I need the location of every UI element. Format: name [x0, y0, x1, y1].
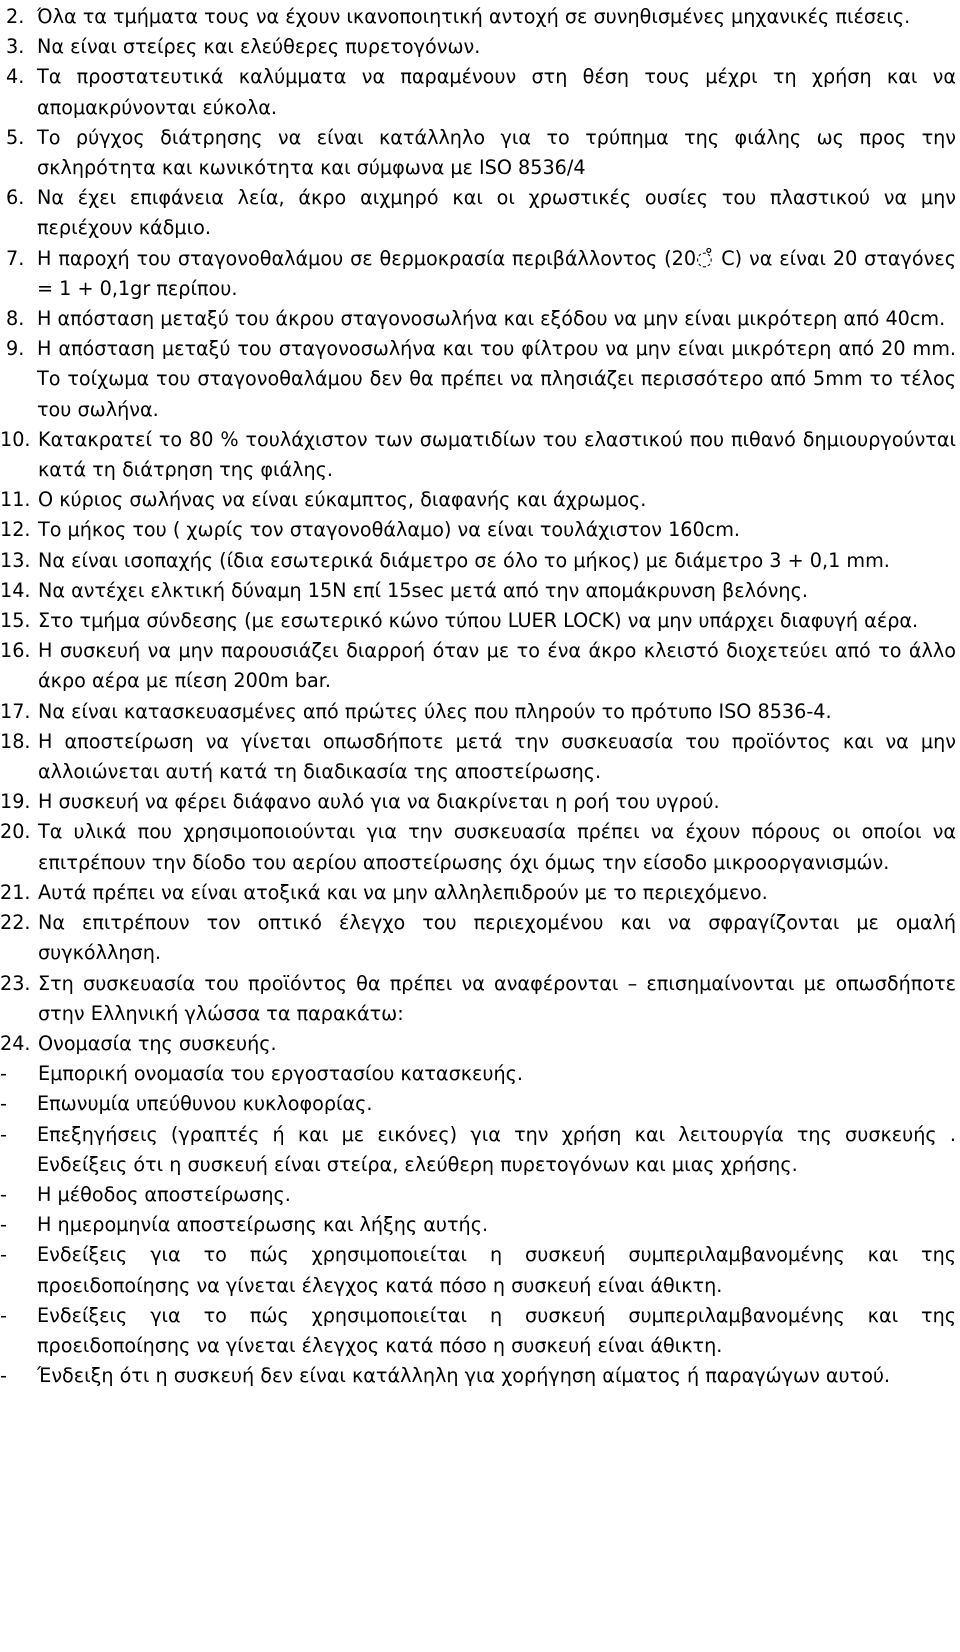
dash-marker: - — [0, 1122, 7, 1146]
list-item-text: Το ρύγχος διάτρησης να είναι κατάλληλο για το τρύπημα της φιάλης ως προς την σκληρότητα και κωνικότητα και σύμφωνα με ISO 8536/4 — [37, 125, 956, 180]
list-item — [0, 123, 960, 183]
list-number: 11. — [0, 488, 31, 512]
list-number: 12. — [0, 518, 31, 542]
bullet-item — [0, 1120, 960, 1180]
list-number: 24. — [0, 1031, 31, 1055]
bullet-item-text: Η μέθοδος αποστείρωσης. — [37, 1182, 291, 1206]
list-item — [0, 334, 960, 425]
list-item — [0, 1029, 960, 1059]
list-number: 14. — [0, 578, 31, 602]
list-item — [0, 183, 960, 243]
list-number: 15. — [0, 609, 31, 633]
list-item — [0, 636, 960, 696]
list-item-text: Η αποστείρωση να γίνεται οπωσδήποτε μετά την συσκευασία του προϊόντος και να μην αλλοιώνεται αυτή κατά τη διαδικασία της αποστείρωσης. — [38, 729, 956, 784]
list-number: 18. — [0, 729, 31, 753]
list-item-text: Τα υλικά που χρησιμοποιούνται για την συσκευασία πρέπει να έχουν πόρους οι οποίοι να επιτρέπουν την δίοδο του αερίου αποστείρωσης όχι όμως την είσοδο μικροοργανισμών. — [38, 820, 956, 874]
bullet-item-text: Ένδειξη ότι η συσκευή δεν είναι κατάλληλη για χορήγηση αίματος ή παραγώγων αυτού. — [37, 1364, 891, 1388]
bullet-item-text: Επεξηγήσεις (γραπτές ή και με εικόνες) για την χρήση και λειτουργία της συσκευής . Ενδείξεις ότι η συσκευή είναι στείρα, ελεύθερη πυρετογόνων και μιας χρήσης. — [37, 1122, 956, 1176]
list-item — [0, 2, 960, 32]
list-item-text: Στο τμήμα σύνδεσης (με εσωτερικό κώνο τύπου LUER LOCK) να μην υπάρχει διαφυγή αέρα. — [38, 609, 919, 633]
list-item — [0, 304, 960, 334]
list-item — [0, 515, 960, 545]
dash-marker: - — [0, 1243, 7, 1267]
list-item — [0, 1059, 960, 1089]
list-number: 10. — [0, 427, 31, 451]
list-item-text: Η συσκευή να φέρει διάφανο αυλό για να διακρίνεται η ροή του υγρού. — [38, 790, 720, 814]
bullet-item — [0, 1180, 960, 1210]
list-number: 19. — [0, 790, 31, 814]
bullet-item-text: Επωνυμία υπεύθυνου κυκλοφορίας. — [37, 1092, 373, 1116]
list-number: 13. — [0, 548, 31, 572]
list-item — [0, 878, 960, 908]
list-number: 2. — [6, 5, 25, 28]
list-item-text: Εμπορική ονομασία του εργοστασίου κατασκευής. — [38, 1062, 524, 1086]
list-number: 16. — [0, 639, 31, 663]
list-item-text: Η παροχή του σταγονοθαλάμου σε θερμοκρασία περιβάλλοντος (20◌̊ C) να είναι 20 σταγόνες = 1 + 0,1gr περίπου. — [37, 246, 956, 300]
list-item-text: Η συσκευή να μην παρουσιάζει διαρροή όταν με το ένα άκρο κλειστό διοχετεύει από το άλλο άκρο αέρα με πίεση 200m bar. — [38, 639, 956, 693]
list-item — [0, 425, 960, 485]
list-item — [0, 817, 960, 877]
list-number: 17. — [0, 699, 31, 723]
list-item-text: Στη συσκευασία του προϊόντος θα πρέπει να αναφέρονται – επισημαίνονται με οπωσδήποτε στην Ελληνική γλώσσα τα παρακάτω: — [38, 971, 956, 1025]
bullet-item — [0, 1301, 960, 1361]
list-item-text: Να είναι κατασκευασμένες από πρώτες ύλες που πληρούν το πρότυπο ISO 8536-4. — [38, 699, 832, 723]
bullet-item-text: Ενδείξεις για το πώς χρησιμοποιείται η συσκευή συμπεριλαμβανομένης και της προειδοποίησης να γίνεται έλεγχος κατά πόσο η συσκευή είναι άθικτη. — [37, 1243, 956, 1297]
bullet-item-text: Η ημερομηνία αποστείρωσης και λήξης αυτής. — [37, 1213, 489, 1237]
list-item-text: Να είναι στείρες και ελεύθερες πυρετογόνων. — [37, 35, 481, 59]
list-number: 7. — [6, 246, 25, 270]
list-item — [0, 697, 960, 727]
list-item-text: Η απόσταση μεταξύ του άκρου σταγονοσωλήνα και εξόδου να μην είναι μικρότερη από 40cm. — [37, 307, 946, 331]
list-item-text: Κατακρατεί το 80 % τουλάχιστον των σωματιδίων του ελαστικού που πιθανό δημιουργούνται κατά τη διάτρηση της φιάλης. — [38, 427, 956, 482]
list-item — [0, 606, 960, 636]
list-item-text: Το μήκος του ( χωρίς τον σταγονοθάλαμο) να είναι τουλάχιστον 160cm. — [38, 518, 741, 542]
list-item — [0, 576, 960, 606]
list-item — [0, 969, 960, 1029]
dash-marker: - — [0, 1364, 7, 1388]
list-item-text: Να έχει επιφάνεια λεία, άκρο αιχμηρό και οι χρωστικές ουσίες του πλαστικού να μην περιέχουν κάδμιο. — [37, 186, 956, 240]
dash-marker: - — [0, 1182, 7, 1206]
list-item-text: Όλα τα τμήματα τους να έχουν ικανοποιητική αντοχή σε συνηθισμένες μηχανικές πιέσεις. — [37, 5, 911, 28]
list-item — [0, 546, 960, 576]
list-item-text: Τα προστατευτικά καλύμματα να παραμένουν στη θέση τους μέχρι τη χρήση και να απομακρύνονται εύκολα. — [37, 65, 956, 119]
bullet-item — [0, 1240, 960, 1300]
list-number: 22. — [0, 911, 31, 935]
list-item-text: Να αντέχει ελκτική δύναμη 15Ν επί 15sec μετά από την απομάκρυνση βελόνης. — [38, 578, 808, 602]
list-item-text: Ο κύριος σωλήνας να είναι εύκαμπτος, διαφανής και άχρωμος. — [38, 488, 647, 512]
list-item-text: Η απόσταση μεταξύ του σταγονοσωλήνα και του φίλτρου να μην είναι μικρότερη από 20 mm. Το τοίχωμα του σταγονοθαλάμου δεν θα πρέπει να πλησιάζει περισσότερο από 5mm το τέλος του σωλήνα. — [37, 337, 956, 421]
list-number: 5. — [6, 125, 25, 149]
list-item — [0, 485, 960, 515]
list-item — [0, 62, 960, 122]
dash-marker: - — [0, 1092, 7, 1116]
list-item-text: Να επιτρέπουν τον οπτικό έλεγχο του περιεχομένου και να σφραγίζονται με ομαλή συγκόλληση. — [38, 911, 956, 965]
bullet-item — [0, 1361, 960, 1391]
list-item — [0, 32, 960, 62]
list-item-text: Αυτά πρέπει να είναι ατοξικά και να μην αλληλεπιδρούν με το περιεχόμενο. — [38, 880, 768, 904]
list-number: - — [0, 1062, 7, 1086]
list-item — [0, 727, 960, 787]
list-number: 21. — [0, 880, 31, 904]
list-item-text: Ονομασία της συσκευής. — [38, 1031, 277, 1055]
list-item — [0, 787, 960, 817]
list-number: 20. — [0, 820, 31, 844]
bullet-item — [0, 1210, 960, 1240]
list-item-text: Να είναι ισοπαχής (ίδια εσωτερικά διάμετρο σε όλο το μήκος) με διάμετρο 3 + 0,1 mm. — [38, 548, 890, 572]
list-number: 23. — [0, 971, 31, 995]
dash-marker: - — [0, 1213, 7, 1237]
list-number: 6. — [6, 186, 25, 210]
bullet-item — [0, 1089, 960, 1119]
bullet-item-text: Ενδείξεις για το πώς χρησιμοποιείται η συσκευή συμπεριλαμβανομένης και της προειδοποίησης να γίνεται έλεγχος κατά πόσο η συσκευή είναι άθικτη. — [37, 1303, 956, 1357]
list-item — [0, 908, 960, 968]
dash-marker: - — [0, 1303, 7, 1327]
list-item — [0, 244, 960, 304]
list-number: 4. — [6, 65, 25, 89]
list-number: 3. — [6, 35, 25, 59]
list-number: 8. — [6, 307, 25, 331]
list-number: 9. — [6, 337, 25, 361]
